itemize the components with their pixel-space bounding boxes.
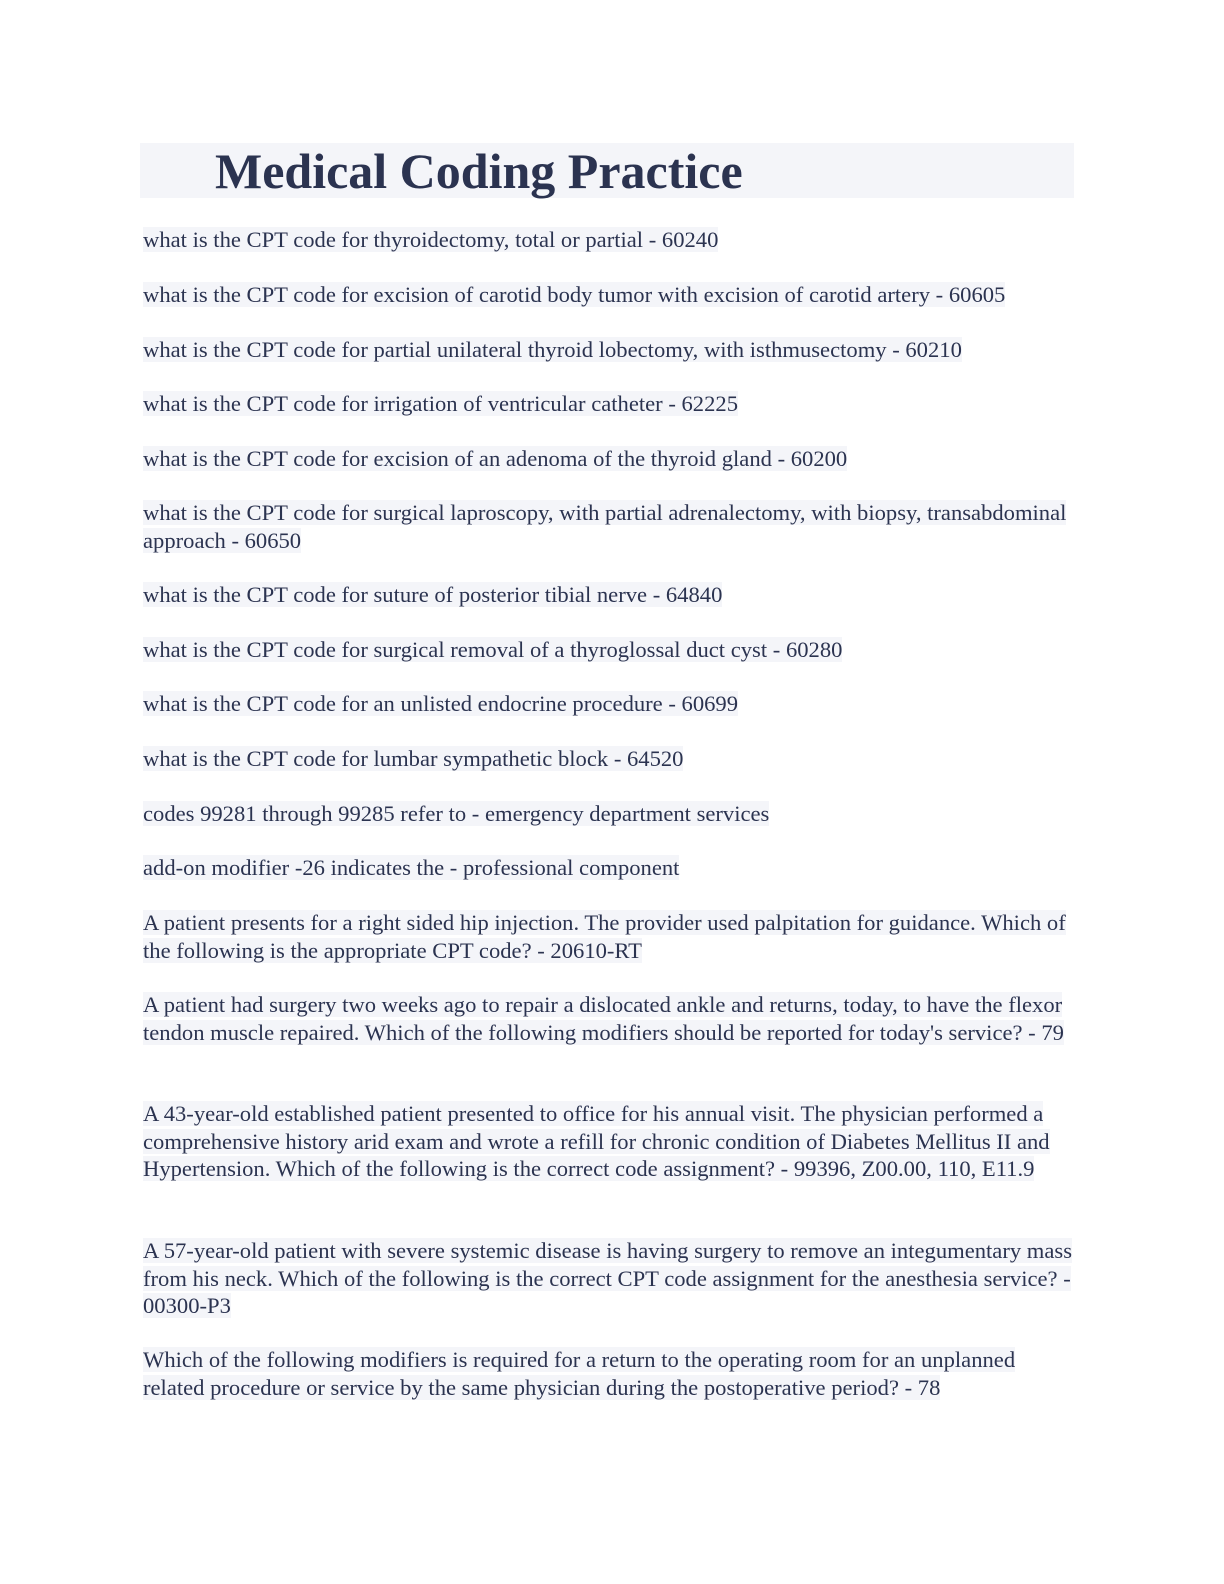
page-title: Medical Coding Practice — [215, 143, 743, 199]
qa-item: what is the CPT code for partial unilateral thyroid lobectomy, with isthmusectomy - 60210 — [143, 337, 962, 362]
qa-item: A patient presents for a right sided hip injection. The provider used palpitation for guidance. Which of the following is the appropriate CPT code? - 20610-RT — [143, 910, 1066, 963]
qa-item: what is the CPT code for an unlisted endocrine procedure - 60699 — [143, 691, 739, 716]
qa-item: what is the CPT code for irrigation of ventricular catheter - 62225 — [143, 391, 738, 416]
qa-item: what is the CPT code for surgical removal of a thyroglossal duct cyst - 60280 — [143, 637, 843, 662]
qa-item: add-on modifier -26 indicates the - professional component — [143, 855, 680, 880]
qa-item: what is the CPT code for suture of posterior tibial nerve - 64840 — [143, 582, 723, 607]
qa-item: what is the CPT code for thyroidectomy, total or partial - 60240 — [143, 227, 719, 252]
qa-item: what is the CPT code for excision of an adenoma of the thyroid gland - 60200 — [143, 446, 848, 471]
qa-item: A patient had surgery two weeks ago to repair a dislocated ankle and returns, today, to have the flexor tendon muscle repaired. Which of the following modifiers should be reported for today's service? - 79 — [143, 992, 1064, 1045]
qa-item: A 43-year-old established patient presented to office for his annual visit. The physician performed a comprehensive history arid exam and wrote a refill for chronic condition of Diabetes Mellitus II and Hypertension. Which of the following is the correct code assignment? - 99396, Z00.00, 110, E11.9 — [143, 1101, 1050, 1182]
qa-item: A 57-year-old patient with severe systemic disease is having surgery to remove an integumentary mass from his neck. Which of the following is the correct CPT code assignment for the anesthesia service? - 00300-P3 — [143, 1238, 1072, 1319]
qa-item: what is the CPT code for surgical laproscopy, with partial adrenalectomy, with biopsy, transabdominal approach - 60650 — [143, 500, 1067, 553]
qa-item: what is the CPT code for lumbar sympathetic block - 64520 — [143, 746, 684, 771]
qa-item: codes 99281 through 99285 refer to - emergency department services — [143, 801, 770, 826]
qa-item: Which of the following modifiers is required for a return to the operating room for an unplanned related procedure or service by the same physician during the postoperative period? - 78 — [143, 1347, 1016, 1400]
qa-item: what is the CPT code for excision of carotid body tumor with excision of carotid artery - 60605 — [143, 282, 1006, 307]
